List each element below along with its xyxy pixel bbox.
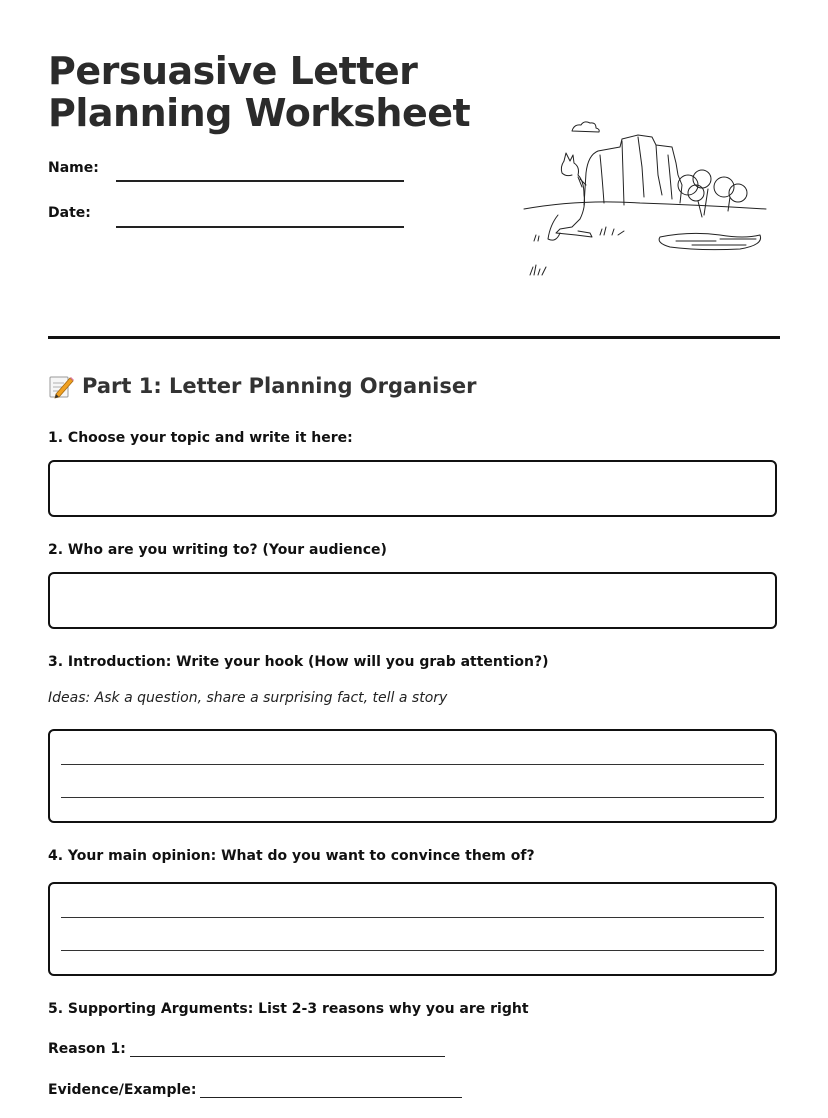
writing-line — [61, 764, 764, 765]
section-divider — [48, 336, 780, 339]
reason-1-field[interactable] — [130, 1042, 445, 1057]
question-3-label: 3. Introduction: Write your hook (How will you grab attention?) — [48, 654, 549, 670]
writing-line — [61, 797, 764, 798]
evidence-1-label: Evidence/Example: — [48, 1082, 197, 1098]
name-field[interactable] — [116, 180, 404, 182]
worksheet-title — [48, 50, 470, 134]
part1-heading — [48, 373, 476, 399]
date-field[interactable] — [116, 226, 404, 228]
topic-input-box[interactable] — [48, 460, 777, 517]
question-4-label: 4. Your main opinion: What do you want to convince them of? — [48, 848, 535, 864]
evidence-1-field[interactable] — [200, 1083, 462, 1098]
part1-heading-text: Part 1: Letter Planning Organiser — [82, 374, 477, 398]
reason-1-label: Reason 1: — [48, 1041, 126, 1057]
question-2-label: 2. Who are you writing to? (Your audience) — [48, 542, 387, 558]
question-1-label: 1. Choose your topic and write it here: — [48, 430, 353, 446]
question-5-label: 5. Supporting Arguments: List 2-3 reasons why you are right — [48, 1001, 529, 1017]
date-label: Date: — [48, 205, 91, 221]
question-3-hint: Ideas: Ask a question, share a surprising fact, tell a story — [48, 690, 448, 706]
opinion-input-box[interactable] — [48, 882, 777, 976]
hook-input-box[interactable] — [48, 729, 777, 823]
writing-line — [61, 917, 764, 918]
writing-line — [61, 950, 764, 951]
evidence-1-row — [48, 1082, 462, 1098]
audience-input-box[interactable] — [48, 572, 777, 629]
memo-icon — [48, 373, 74, 399]
reason-1-row — [48, 1041, 445, 1057]
name-label: Name: — [48, 160, 99, 176]
title-line-2: Planning Worksheet — [48, 91, 471, 135]
title-line-1: Persuasive Letter — [48, 49, 418, 93]
outback-landscape-kangaroo-icon — [520, 115, 770, 285]
